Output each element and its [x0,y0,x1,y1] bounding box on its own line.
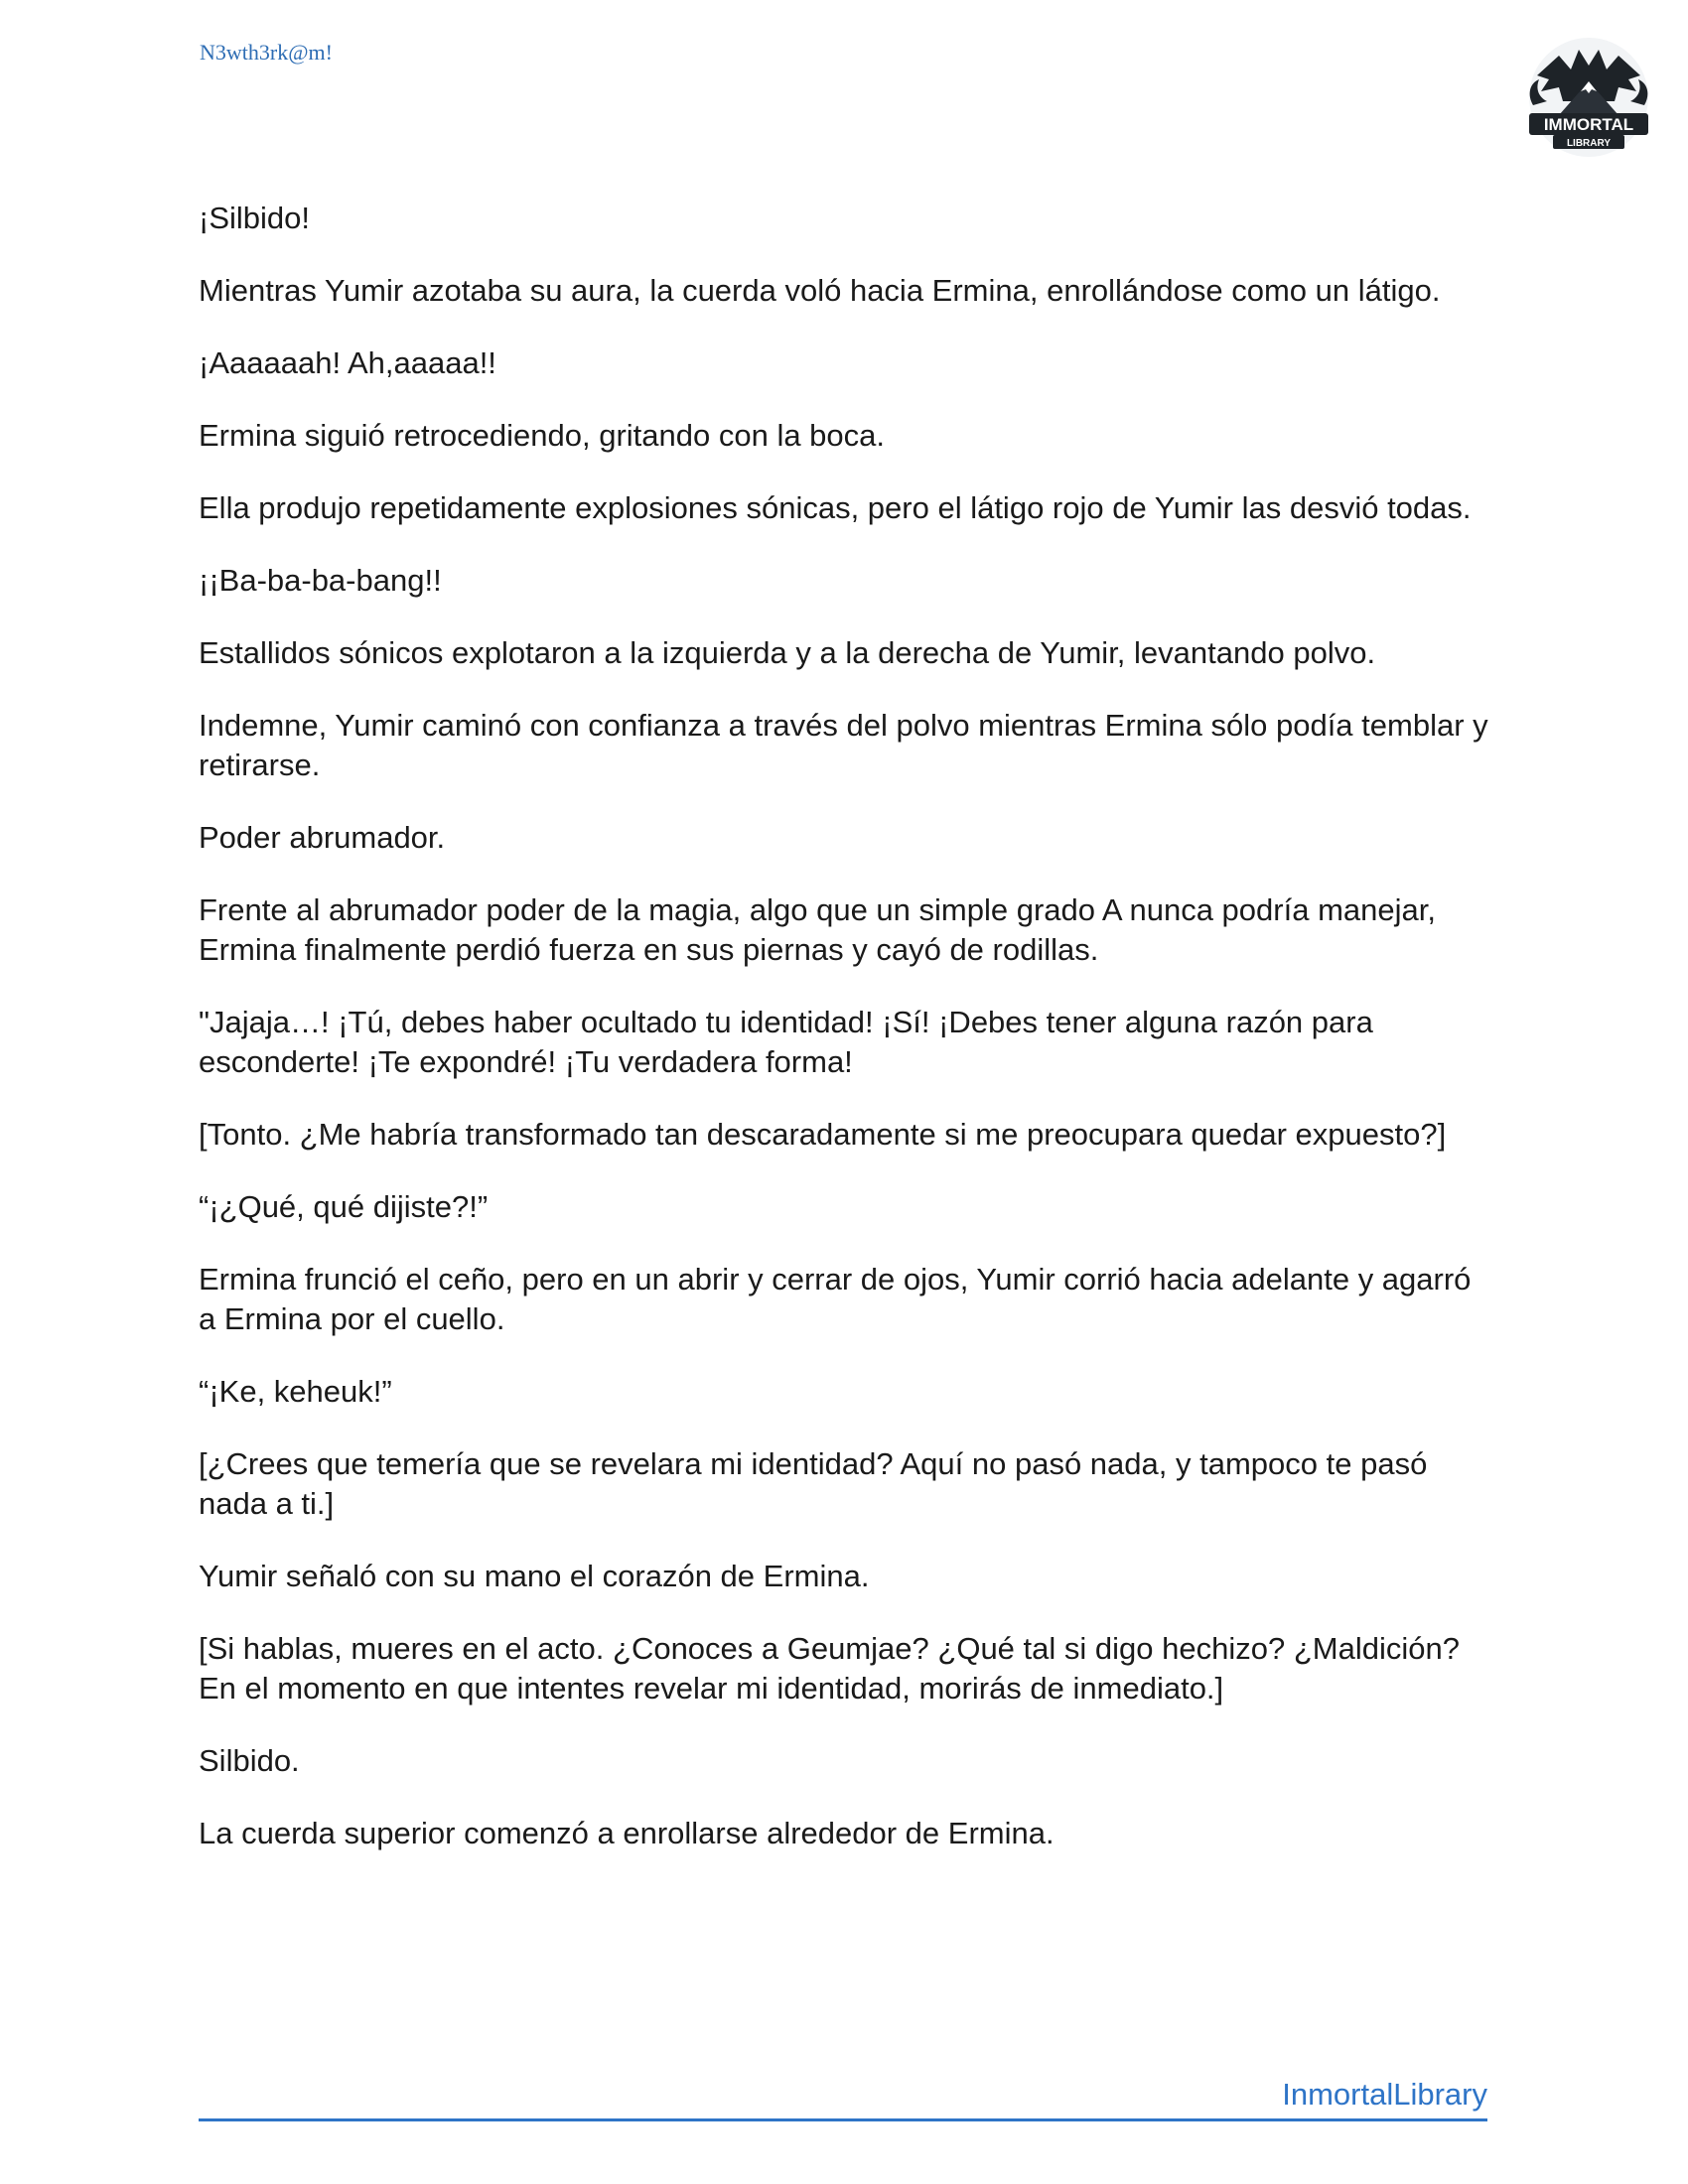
paragraph: La cuerda superior comenzó a enrollarse alrededor de Ermina. [199,1816,1055,1850]
paragraph: “¡¿Qué, qué dijiste?!” [199,1189,489,1224]
paragraph: “¡Ke, keheuk!” [199,1374,392,1409]
paragraph: ¡¡Ba-ba-ba-bang!! [199,563,442,598]
logo-text-bottom: LIBRARY [1566,138,1612,149]
paragraph: Ermina siguió retrocediendo, gritando con la boca. [199,418,886,453]
paragraph: Ella produjo repetidamente explosiones sónicas, pero el látigo rojo de Yumir las desvió todas. [199,490,1472,525]
paragraph: "Jajaja…! ¡Tú, debes haber ocultado tu identidad! ¡Sí! ¡Debes tener alguna razón para esconderte! ¡Te expondré! ¡Tu verdadera forma! [199,1005,1373,1079]
header-tag: N3wth3rk@m! [200,40,333,65]
paragraph: Ermina frunció el ceño, pero en un abrir y cerrar de ojos, Yumir corrió hacia adelante y agarró a Ermina por el cuello. [199,1262,1472,1336]
document-body [199,199,1494,1886]
paragraph: Yumir señaló con su mano el corazón de Ermina. [199,1559,870,1593]
paragraph: Estallidos sónicos explotaron a la izquierda y a la derecha de Yumir, levantando polvo. [199,635,1376,670]
paragraph: Indemne, Yumir caminó con confianza a través del polvo mientras Ermina sólo podía temblar y retirarse. [199,708,1488,782]
immortal-library-logo [1519,36,1658,165]
paragraph: Silbido. [199,1743,300,1778]
paragraph: [Tonto. ¿Me habría transformado tan descaradamente si me preocupara quedar expuesto?] [199,1117,1447,1152]
logo-text-top: IMMORTAL [1543,115,1634,134]
paragraph: ¡Silbido! [199,201,310,235]
paragraph: Frente al abrumador poder de la magia, algo que un simple grado A nunca podría manejar, Ermina finalmente perdió fuerza en sus piernas y cayó de rodillas. [199,892,1436,967]
paragraph: [¿Crees que temería que se revelara mi identidad? Aquí no pasó nada, y tampoco te pasó nada a ti.] [199,1446,1428,1521]
paragraph: Poder abrumador. [199,820,446,855]
paragraph: ¡Aaaaaah! Ah,aaaaa!! [199,345,496,380]
paragraph: [Si hablas, mueres en el acto. ¿Conoces a Geumjae? ¿Qué tal si digo hechizo? ¿Maldición? En el momento en que intentes revelar mi identidad, morirás de inmediato.] [199,1631,1460,1706]
footer-link[interactable]: InmortalLibrary [199,2077,1487,2121]
paragraph: Mientras Yumir azotaba su aura, la cuerda voló hacia Ermina, enrollándose como un látigo. [199,273,1441,308]
